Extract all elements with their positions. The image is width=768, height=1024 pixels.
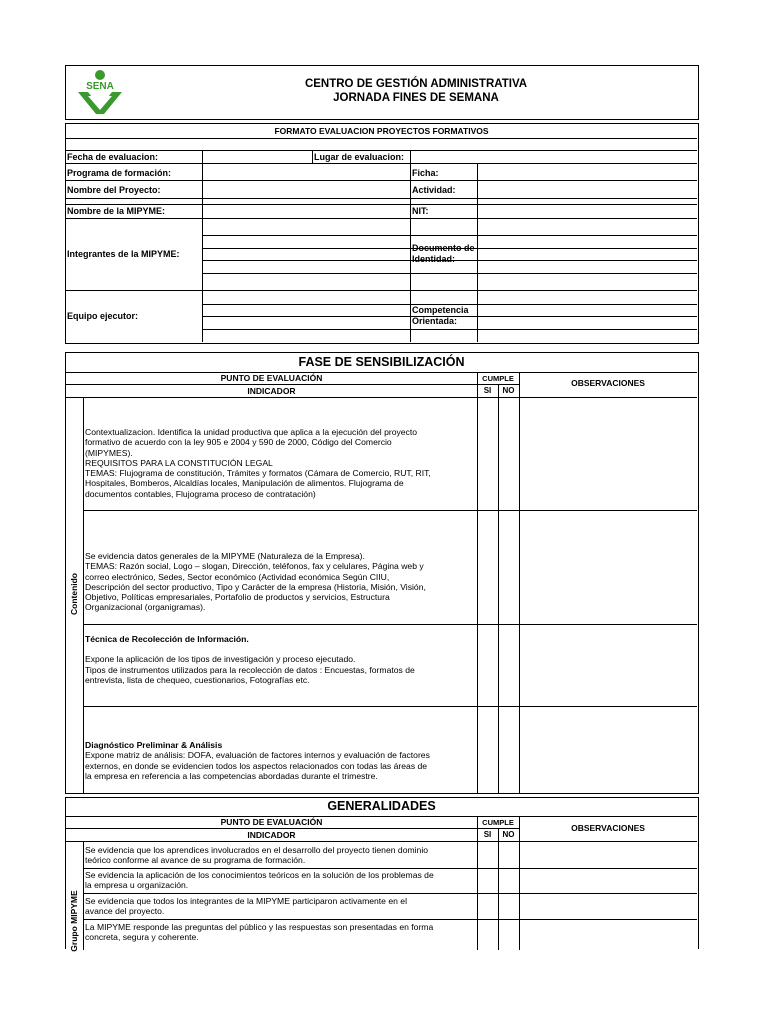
nombre-mipyme-label: Nombre de la MIPYME: [67, 206, 166, 216]
fecha-field[interactable] [203, 151, 312, 163]
sensibilizacion-title: FASE DE SENSIBILIZACIÓN [298, 355, 465, 369]
integrantes-field[interactable] [203, 219, 410, 290]
sens-row-1-no[interactable] [499, 398, 519, 510]
sens-row-2-si[interactable] [478, 511, 498, 624]
nit-field[interactable] [478, 205, 697, 218]
gen-cumple-label: CUMPLE [482, 818, 514, 827]
ficha-label: Ficha: [412, 168, 439, 178]
competencia-label-2: Orientada: [412, 316, 458, 326]
documento-label-2: Identidad: [412, 254, 455, 264]
sens-row-3-no[interactable] [499, 625, 519, 706]
sens-row-2-obs[interactable] [520, 511, 697, 624]
nit-label: NIT: [412, 206, 429, 216]
svg-text:SENA: SENA [86, 81, 114, 92]
nombre-proyecto-label: Nombre del Proyecto: [67, 185, 161, 195]
nombre-mipyme-field[interactable] [203, 205, 410, 218]
sens-row-2-text: Se evidencia datos generales de la MIPYME (Naturaleza de la Empresa). TEMAS: Razón social, Logo – slogan, Dirección, teléfonos, fax y celulares, Página web y correo electrónico, Sedes, Sector económico (Actividad económica Según CIIU, Descripción del sector productivo, Tipo y Carácter de la empresa (Historia, Misión, Visión, Objetivo, Políticas empresariales, Portafolio de productos y servicios, Estructura Organizacional (organigramas). [85, 551, 426, 613]
generalidades-section [65, 797, 699, 952]
sens-row-4-text: Diagnóstico Preliminar & Análisis Expone matriz de análisis: DOFA, evaluación de factores internos y evaluación de factores externos, en donde se evidencien todos los aspectos relacionados con todas las áreas de la empresa en referencia a las competencias abordadas durante el trimestre. [85, 740, 430, 781]
sens-no-label: NO [502, 386, 515, 395]
gen-row-4-no[interactable] [499, 920, 519, 948]
gen-indicador-label: INDICADOR [247, 830, 296, 840]
form-title: FORMATO EVALUACION PROYECTOS FORMATIVOS [274, 126, 489, 136]
ficha-field[interactable] [478, 164, 697, 180]
sena-logo [75, 69, 125, 115]
programa-field[interactable] [203, 164, 410, 180]
fecha-label: Fecha de evaluacion: [67, 152, 159, 162]
lugar-label: Lugar de evaluacion: [314, 152, 405, 162]
actividad-field[interactable] [478, 181, 697, 198]
gen-row-2-si[interactable] [478, 869, 498, 893]
equipo-field[interactable] [203, 291, 410, 342]
gen-no-label: NO [502, 830, 515, 839]
gen-observaciones-label: OBSERVACIONES [571, 823, 645, 833]
gen-row-1-obs[interactable] [520, 842, 697, 868]
header-box [65, 65, 699, 120]
sens-row-1-si[interactable] [478, 398, 498, 510]
nombre-proyecto-field[interactable] [203, 181, 410, 198]
documento-field[interactable] [478, 219, 697, 290]
gen-row-3-obs[interactable] [520, 894, 697, 919]
lugar-field[interactable] [411, 151, 697, 163]
gen-row-1-no[interactable] [499, 842, 519, 868]
sens-row-1-text: Contextualizacion. Identifica la unidad productiva que aplica a la ejecución del proyecto formativo de acuerdo con la ley 905 e 2004 y 590 de 2000, Código del Comercio (MIPYMES). REQUISITOS PARA LA CONSTITUCIÓN LEGAL TEMAS: Flujograma de constitución, Trámites y formatos (Cámara de Comercio, RUT, RIT, Hospitales, Bomberos, Alcaldías locales, Manipulación de alimentos. Flujograma de documentos contables, Flujograma proceso de contratación) [85, 427, 431, 499]
competencia-label-1: Competencia [412, 305, 469, 315]
sens-observaciones-label: OBSERVACIONES [571, 378, 645, 388]
gen-row-2-obs[interactable] [520, 869, 697, 893]
sensibilizacion-section [65, 352, 699, 794]
gen-row-2-no[interactable] [499, 869, 519, 893]
sens-side-label: Contenido [69, 572, 79, 616]
sens-punto-label: PUNTO DE EVALUACIÓN [220, 373, 323, 383]
sens-row-4-no[interactable] [499, 707, 519, 793]
sens-row-4-si[interactable] [478, 707, 498, 793]
gen-row-2-text: Se evidencia la aplicación de los conocimientos teóricos en la solución de los problemas de la empresa u organización. [85, 870, 434, 891]
gen-punto-label: PUNTO DE EVALUACIÓN [220, 817, 323, 827]
generalidades-title: GENERALIDADES [327, 799, 436, 813]
gen-side-label: Grupo MIPYME [69, 890, 79, 952]
competencia-field[interactable] [478, 291, 697, 342]
sens-row-1-obs[interactable] [520, 398, 697, 510]
sens-row-4-obs[interactable] [520, 707, 697, 793]
sens-cumple-label: CUMPLE [482, 374, 514, 383]
header-title-2: JORNADA FINES DE SEMANA [333, 92, 499, 104]
gen-row-3-text: Se evidencia que todos los integrantes de la MIPYME participaron activamente en el avance del proyecto. [85, 896, 407, 917]
sens-indicador-label: INDICADOR [247, 386, 296, 396]
integrantes-label: Integrantes de la MIPYME: [67, 249, 180, 259]
gen-si-label: SI [483, 830, 492, 839]
sens-row-3-text: Técnica de Recolección de Información. Expone la aplicación de los tipos de investigación y proceso ejecutado. Tipos de instrumentos utilizados para la recolección de datos : Encuestas, formatos de entrevista, lista de chequeo, cuestionarios, Fotografías etc. [85, 634, 415, 685]
gen-row-4-text: La MIPYME responde las preguntas del público y las respuestas son presentadas en forma concreta, segura y coherente. [85, 922, 434, 943]
equipo-label: Equipo ejecutor: [67, 311, 139, 321]
programa-label: Programa de formación: [67, 168, 172, 178]
gen-row-4-si[interactable] [478, 920, 498, 948]
sens-row-2-no[interactable] [499, 511, 519, 624]
documento-label-1: Documento de [412, 243, 475, 253]
sens-si-label: SI [483, 386, 492, 395]
header-title-1: CENTRO DE GESTIÓN ADMINISTRATIVA [304, 78, 528, 90]
gen-row-4-obs[interactable] [520, 920, 697, 948]
actividad-label: Actividad: [412, 185, 456, 195]
gen-row-1-text: Se evidencia que los aprendices involucrados en el desarrollo del proyecto tienen dominio teórico conforme al avance de su programa de formación. [85, 845, 429, 866]
sens-row-3-obs[interactable] [520, 625, 697, 706]
gen-row-3-si[interactable] [478, 894, 498, 919]
sens-row-3-si[interactable] [478, 625, 498, 706]
gen-row-3-no[interactable] [499, 894, 519, 919]
form-box [65, 123, 699, 344]
gen-row-1-si[interactable] [478, 842, 498, 868]
